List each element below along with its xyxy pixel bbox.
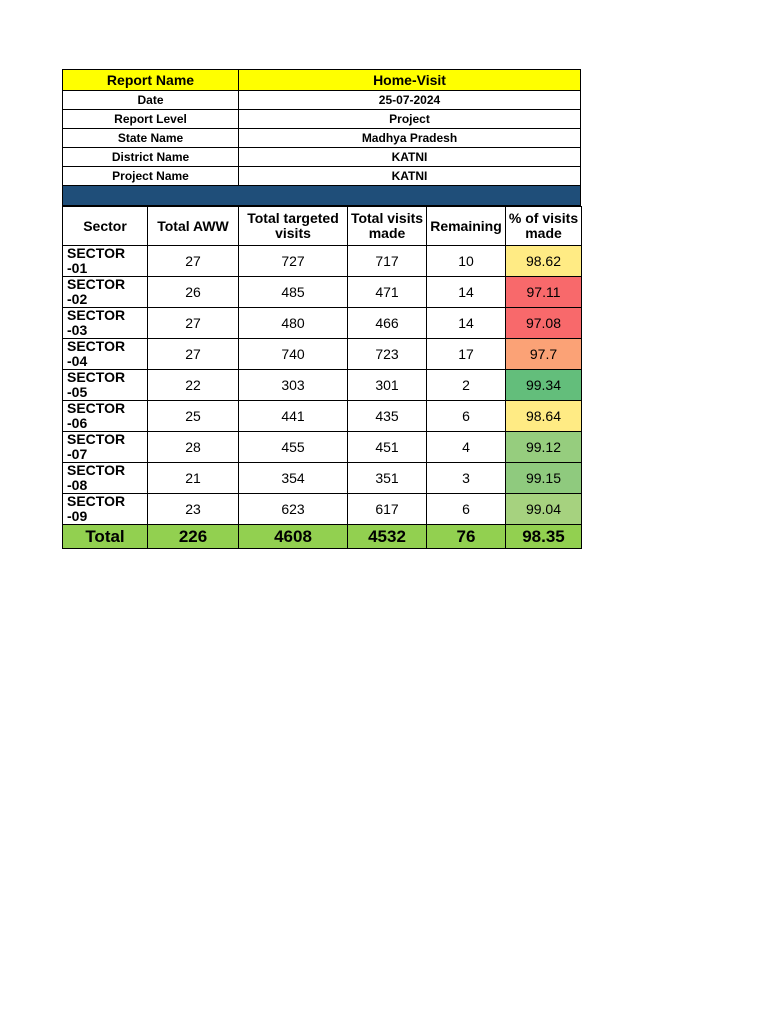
targeted-visits-cell: 740 — [239, 339, 348, 370]
total-aww-cell: 22 — [148, 370, 239, 401]
sector-cell: SECTOR -03 — [63, 308, 148, 339]
targeted-visits-cell: 727 — [239, 246, 348, 277]
table-row — [63, 432, 582, 463]
remaining-cell: 2 — [427, 370, 506, 401]
percent-cell: 99.15 — [506, 463, 582, 494]
remaining-cell: 14 — [427, 308, 506, 339]
total-aww-cell: 23 — [148, 494, 239, 525]
table-row — [63, 339, 582, 370]
header-remaining: Remaining — [427, 207, 506, 246]
remaining-cell: 17 — [427, 339, 506, 370]
report-name-label: Report Name — [63, 70, 239, 91]
total-row — [63, 525, 582, 549]
table-row — [63, 308, 582, 339]
sector-cell: SECTOR -05 — [63, 370, 148, 401]
percent-cell: 99.12 — [506, 432, 582, 463]
percent-cell: 99.04 — [506, 494, 582, 525]
targeted-visits-cell: 485 — [239, 277, 348, 308]
table-row — [63, 370, 582, 401]
visits-made-cell: 471 — [348, 277, 427, 308]
header-total-aww: Total AWW — [148, 207, 239, 246]
visits-made-cell: 617 — [348, 494, 427, 525]
district-name-label: District Name — [63, 148, 239, 167]
project-name-label: Project Name — [63, 167, 239, 186]
targeted-visits-cell: 441 — [239, 401, 348, 432]
report-info-table — [62, 69, 581, 186]
state-name-value: Madhya Pradesh — [239, 129, 581, 148]
sector-cell: SECTOR -09 — [63, 494, 148, 525]
sector-cell: SECTOR -01 — [63, 246, 148, 277]
remaining-cell: 3 — [427, 463, 506, 494]
total-targeted-visits-cell: 4608 — [239, 525, 348, 549]
total-aww-cell: 27 — [148, 308, 239, 339]
blue-divider — [63, 186, 581, 206]
sector-cell: SECTOR -06 — [63, 401, 148, 432]
column-header-row — [63, 207, 582, 246]
table-row — [63, 246, 582, 277]
report-level-label: Report Level — [63, 110, 239, 129]
visits-made-cell: 723 — [348, 339, 427, 370]
visits-made-cell: 451 — [348, 432, 427, 463]
report-name-value: Home-Visit — [239, 70, 581, 91]
home-visit-report — [62, 69, 581, 549]
sector-cell: SECTOR -02 — [63, 277, 148, 308]
table-row — [63, 277, 582, 308]
sector-cell: SECTOR -07 — [63, 432, 148, 463]
visits-made-cell: 435 — [348, 401, 427, 432]
total-aww-cell: 25 — [148, 401, 239, 432]
remaining-cell: 4 — [427, 432, 506, 463]
total-aww-cell: 27 — [148, 339, 239, 370]
header-sector: Sector — [63, 207, 148, 246]
project-name-value: KATNI — [239, 167, 581, 186]
total-aww-cell: 27 — [148, 246, 239, 277]
visits-made-cell: 466 — [348, 308, 427, 339]
date-label: Date — [63, 91, 239, 110]
district-name-row — [63, 148, 581, 167]
separator-band — [62, 186, 581, 206]
report-name-row — [63, 70, 581, 91]
state-name-row — [63, 129, 581, 148]
targeted-visits-cell: 455 — [239, 432, 348, 463]
percent-cell: 97.7 — [506, 339, 582, 370]
date-value: 25-07-2024 — [239, 91, 581, 110]
header-total-targeted-visits: Total targeted visits — [239, 207, 348, 246]
report-level-row — [63, 110, 581, 129]
visits-made-cell: 717 — [348, 246, 427, 277]
percent-cell: 98.62 — [506, 246, 582, 277]
project-name-row — [63, 167, 581, 186]
district-name-value: KATNI — [239, 148, 581, 167]
header-percent-visits-made: % of visits made — [506, 207, 582, 246]
visits-made-cell: 301 — [348, 370, 427, 401]
remaining-cell: 14 — [427, 277, 506, 308]
sector-cell: SECTOR -04 — [63, 339, 148, 370]
total-visits-made-cell: 4532 — [348, 525, 427, 549]
total-total-aww-cell: 226 — [148, 525, 239, 549]
report-level-value: Project — [239, 110, 581, 129]
targeted-visits-cell: 623 — [239, 494, 348, 525]
date-row — [63, 91, 581, 110]
targeted-visits-cell: 480 — [239, 308, 348, 339]
targeted-visits-cell: 303 — [239, 370, 348, 401]
remaining-cell: 6 — [427, 494, 506, 525]
state-name-label: State Name — [63, 129, 239, 148]
targeted-visits-cell: 354 — [239, 463, 348, 494]
total-percent-cell: 98.35 — [506, 525, 582, 549]
percent-cell: 97.11 — [506, 277, 582, 308]
table-row — [63, 494, 582, 525]
table-row — [63, 463, 582, 494]
table-row — [63, 401, 582, 432]
percent-cell: 98.64 — [506, 401, 582, 432]
sector-visits-table — [62, 206, 582, 549]
percent-cell: 97.08 — [506, 308, 582, 339]
visits-made-cell: 351 — [348, 463, 427, 494]
total-remaining-cell: 76 — [427, 525, 506, 549]
total-sector-cell: Total — [63, 525, 148, 549]
total-aww-cell: 21 — [148, 463, 239, 494]
total-aww-cell: 26 — [148, 277, 239, 308]
remaining-cell: 10 — [427, 246, 506, 277]
header-total-visits-made: Total visits made — [348, 207, 427, 246]
remaining-cell: 6 — [427, 401, 506, 432]
total-aww-cell: 28 — [148, 432, 239, 463]
percent-cell: 99.34 — [506, 370, 582, 401]
sector-cell: SECTOR -08 — [63, 463, 148, 494]
